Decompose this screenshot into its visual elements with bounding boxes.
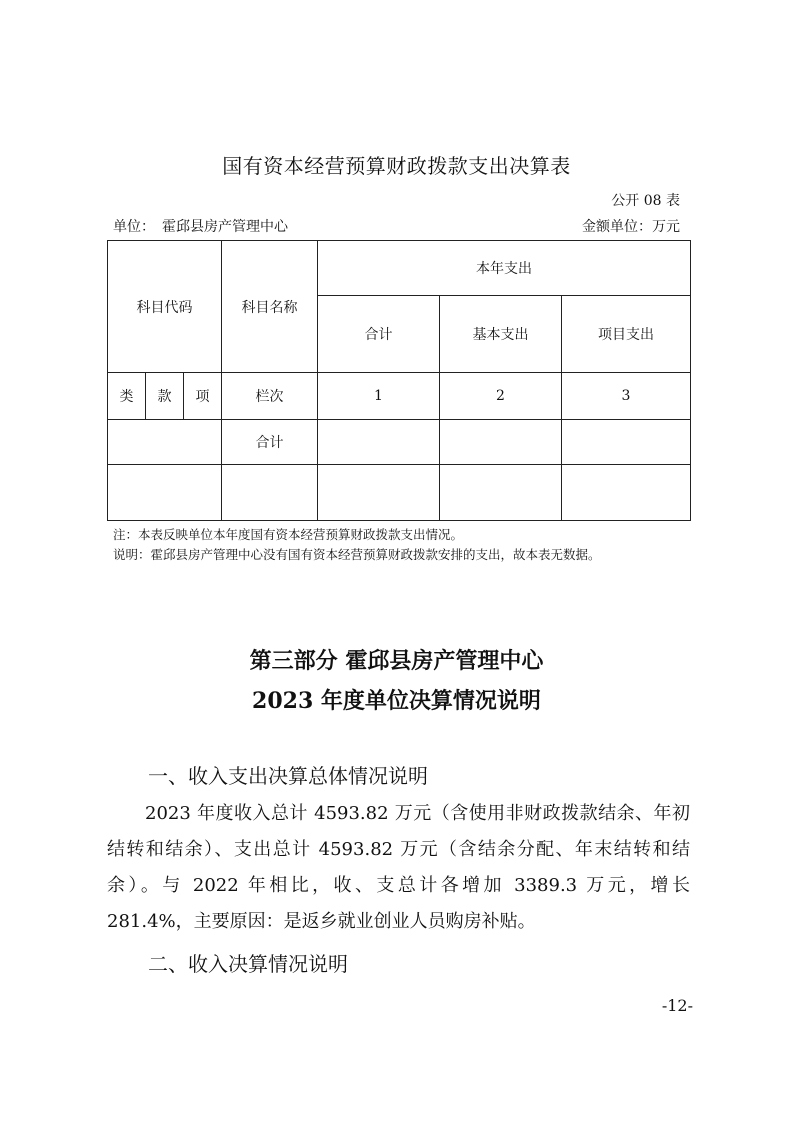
empty-total-cell	[318, 465, 440, 521]
item-header: 项	[184, 373, 222, 420]
amount-unit-label: 金额单位：万元	[582, 219, 680, 235]
total-row-code-cell	[108, 420, 222, 465]
project-expense-column-header: 项目支出	[562, 296, 691, 373]
column-index-2: 2	[440, 373, 562, 420]
section-1-paragraph: 2023 年度收入总计 4593.82 万元（含使用非财政拨款结余、年初结转和结余）、支出总计 4593.82 万元（含结余分配、年末结转和结余）。与 2022 年相比，收、支总计各增加 3389.3 万元，增长 281.4%，主要原因：是返乡就业创业人员购房补贴。	[107, 803, 690, 932]
subject-name-header: 科目名称	[222, 241, 318, 373]
part-title-line-1: 第三部分 霍邱县房产管理中心	[249, 648, 544, 674]
empty-name-cell	[222, 465, 318, 521]
empty-project-cell	[562, 465, 691, 521]
table-index-row	[108, 373, 691, 420]
total-column-header: 合计	[318, 296, 440, 373]
form-number: 公开 08 表	[611, 193, 680, 209]
total-row-total-cell	[318, 420, 440, 465]
total-row-project-cell	[562, 420, 691, 465]
section-1-heading: 一、收入支出决算总体情况说明	[148, 764, 428, 788]
basic-expense-column-header: 基本支出	[440, 296, 562, 373]
section-2-heading: 二、收入决算情况说明	[148, 952, 348, 976]
class-header: 类	[108, 373, 146, 420]
part-title-line-2: 2023 年度单位决算情况说明	[252, 688, 541, 714]
table-total-row	[108, 420, 691, 465]
table-explanation: 说明：霍邱县房产管理中心没有国有资本经营预算财政拨款安排的支出，故本表无数据。	[113, 547, 601, 562]
page-number: -12-	[661, 996, 693, 1015]
table-header-row-1	[108, 241, 691, 296]
column-index-1: 1	[318, 373, 440, 420]
expense-table	[107, 240, 691, 521]
row-index-label: 栏次	[222, 373, 318, 420]
total-row-basic-cell	[440, 420, 562, 465]
table-row	[108, 465, 691, 521]
total-row-label: 合计	[222, 420, 318, 465]
empty-basic-cell	[440, 465, 562, 521]
column-index-3: 3	[562, 373, 691, 420]
table-note: 注：本表反映单位本年度国有资本经营预算财政拨款支出情况。	[113, 527, 464, 542]
unit-label: 单位： 霍邱县房产管理中心	[113, 219, 288, 235]
section-header: 款	[146, 373, 184, 420]
table-title: 国有资本经营预算财政拨款支出决算表	[222, 154, 571, 178]
subject-code-header: 科目代码	[108, 241, 222, 373]
empty-code-cell	[108, 465, 222, 521]
current-year-expense-header: 本年支出	[318, 241, 691, 296]
